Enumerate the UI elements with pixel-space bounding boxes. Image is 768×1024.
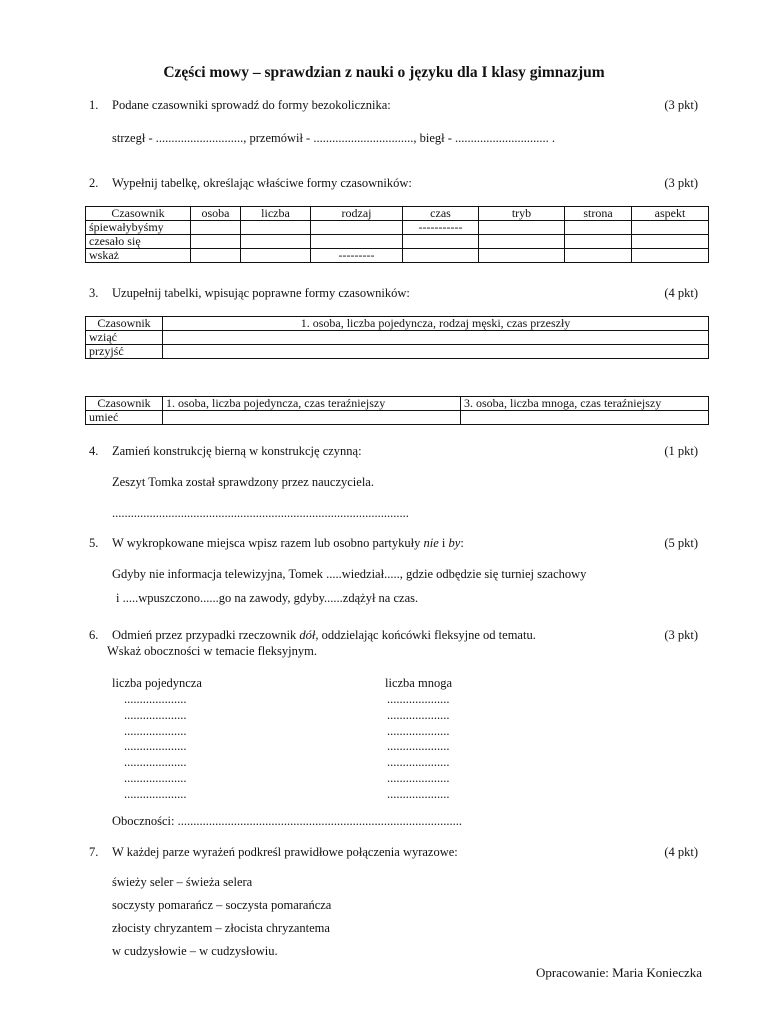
verb-cell: umieć bbox=[86, 411, 163, 425]
table-row bbox=[86, 345, 709, 359]
q5-sentence-line-2: i .....wpuszczono......go na zawody, gdyby......zdążył na czas. bbox=[116, 591, 419, 605]
q6-instruction-2: Wskaż oboczności w temacie fleksyjnym. bbox=[107, 644, 317, 658]
q1-answer-line: strzegł - ............................, przemówił - ................................, biegł - .............................. . bbox=[112, 131, 556, 145]
answer-cell[interactable] bbox=[403, 235, 479, 249]
answer-cell[interactable] bbox=[241, 249, 311, 263]
answer-cell[interactable] bbox=[565, 249, 632, 263]
q5-sentence-line-1: Gdyby nie informacja telewizyjna, Tomek .....wiedział....., gdzie odbędzie się turniej szachowy bbox=[112, 567, 587, 581]
q3-table-2-header bbox=[86, 397, 709, 411]
q5-points: (5 pkt) bbox=[664, 536, 698, 550]
q6-plural-column bbox=[387, 692, 450, 803]
q5-particle-by: by bbox=[448, 536, 461, 550]
answer-cell[interactable] bbox=[241, 235, 311, 249]
q3-instruction: Uzupełnij tabelki, wpisując poprawne formy czasowników: bbox=[112, 286, 410, 300]
table-row bbox=[86, 221, 709, 235]
q3-table-2 bbox=[85, 396, 709, 425]
q4-instruction: Zamień konstrukcję bierną w konstrukcję czynną: bbox=[112, 444, 362, 458]
answer-cell[interactable] bbox=[191, 249, 241, 263]
answer-cell[interactable] bbox=[632, 249, 709, 263]
q4-points: (1 pkt) bbox=[664, 444, 698, 458]
answer-cell[interactable]: ----------- bbox=[403, 221, 479, 235]
verb-cell: wskaż bbox=[86, 249, 191, 263]
q3-points: (4 pkt) bbox=[664, 286, 698, 300]
answer-cell[interactable] bbox=[311, 235, 403, 249]
answer-cell[interactable] bbox=[565, 221, 632, 235]
q3-t1-header-cell: Czasownik bbox=[86, 317, 163, 331]
q3-number: 3. bbox=[89, 286, 99, 300]
answer-cell[interactable] bbox=[241, 221, 311, 235]
q3-t2-header-cell: Czasownik bbox=[86, 397, 163, 411]
answer-cell[interactable] bbox=[479, 235, 565, 249]
q6-singular-dots[interactable]: .................... bbox=[124, 755, 187, 770]
q6-plural-dots[interactable]: .................... bbox=[387, 739, 450, 754]
q6-singular-column bbox=[124, 692, 187, 803]
q5-particle-nie: nie bbox=[423, 536, 439, 550]
answer-cell[interactable] bbox=[163, 411, 461, 425]
q6-plural-dots[interactable]: .................... bbox=[387, 707, 450, 722]
q7-points: (4 pkt) bbox=[664, 845, 698, 859]
q6-plural-dots[interactable]: .................... bbox=[387, 755, 450, 770]
q4-answer-line: ............................................................................................... bbox=[112, 506, 409, 520]
q5-text-mid: i bbox=[438, 536, 449, 550]
q6-singular-dots[interactable]: .................... bbox=[124, 786, 187, 801]
q2-instruction: Wypełnij tabelkę, określając właściwe formy czasowników: bbox=[112, 176, 412, 190]
q2-header-cell: strona bbox=[565, 207, 632, 221]
q6-noun: dół bbox=[299, 628, 316, 642]
q6-text-post: , oddzielając końcówki fleksyjne od tematu. bbox=[315, 628, 536, 642]
answer-cell[interactable] bbox=[565, 235, 632, 249]
answer-cell[interactable] bbox=[163, 331, 709, 345]
q7-pair[interactable]: świeży seler – świeża selera bbox=[112, 875, 253, 889]
q2-header-cell: tryb bbox=[479, 207, 565, 221]
q7-pair[interactable]: w cudzysłowie – w cudzysłowiu. bbox=[112, 944, 278, 958]
table-row bbox=[86, 249, 709, 263]
answer-cell[interactable] bbox=[632, 221, 709, 235]
verb-cell: śpiewałybyśmy bbox=[86, 221, 191, 235]
verb-cell: przyjść bbox=[86, 345, 163, 359]
q6-alternations-line: Oboczności: ........................................................................................... bbox=[112, 814, 462, 828]
answer-cell[interactable] bbox=[191, 235, 241, 249]
answer-cell[interactable] bbox=[191, 221, 241, 235]
answer-cell[interactable] bbox=[311, 221, 403, 235]
verb-cell: wziąć bbox=[86, 331, 163, 345]
author-footer: Opracowanie: Maria Konieczka bbox=[535, 965, 702, 980]
q1-points: (3 pkt) bbox=[664, 98, 698, 112]
answer-cell[interactable]: --------- bbox=[311, 249, 403, 263]
q3-t1-header-cell: 1. osoba, liczba pojedyncza, rodzaj męski, czas przeszły bbox=[163, 317, 709, 331]
q6-plural-dots[interactable]: .................... bbox=[387, 723, 450, 738]
q2-points: (3 pkt) bbox=[664, 176, 698, 190]
q5-text-pre: W wykropkowane miejsca wpisz razem lub osobno partykuły bbox=[112, 536, 424, 550]
page-title: Części mowy – sprawdzian z nauki o języku dla I klasy gimnazjum bbox=[163, 64, 605, 81]
answer-cell[interactable] bbox=[461, 411, 709, 425]
q6-instruction bbox=[112, 628, 536, 643]
q2-header-cell: rodzaj bbox=[311, 207, 403, 221]
q6-singular-dots[interactable]: .................... bbox=[124, 770, 187, 785]
table-row bbox=[86, 331, 709, 345]
answer-cell[interactable] bbox=[479, 221, 565, 235]
answer-cell[interactable] bbox=[479, 249, 565, 263]
q3-t2-header-cell: 1. osoba, liczba pojedyncza, czas teraźniejszy bbox=[163, 397, 461, 411]
table-row bbox=[86, 411, 709, 425]
q6-plural-dots[interactable]: .................... bbox=[387, 786, 450, 801]
answer-cell[interactable] bbox=[403, 249, 479, 263]
q5-number: 5. bbox=[89, 536, 99, 550]
table-row bbox=[86, 235, 709, 249]
q6-number: 6. bbox=[89, 628, 99, 642]
q6-singular-dots[interactable]: .................... bbox=[124, 692, 187, 706]
q6-points: (3 pkt) bbox=[664, 628, 698, 642]
q2-header-cell: osoba bbox=[191, 207, 241, 221]
q5-text-post: : bbox=[460, 536, 464, 550]
q7-pair[interactable]: złocisty chryzantem – złocista chryzantema bbox=[112, 921, 330, 935]
q7-instruction: W każdej parze wyrażeń podkreśl prawidłowe połączenia wyrazowe: bbox=[112, 845, 458, 859]
q6-plural-dots[interactable]: .................... bbox=[387, 770, 450, 785]
q6-plural-dots[interactable]: .................... bbox=[387, 692, 450, 706]
q2-table bbox=[85, 206, 709, 263]
q2-header-row bbox=[86, 207, 709, 221]
answer-cell[interactable] bbox=[163, 345, 709, 359]
q3-t2-header-cell: 3. osoba, liczba mnoga, czas teraźniejszy bbox=[461, 397, 709, 411]
verb-cell: czesało się bbox=[86, 235, 191, 249]
q7-number: 7. bbox=[89, 845, 99, 859]
q2-header-cell: liczba bbox=[241, 207, 311, 221]
q2-header-cell: aspekt bbox=[632, 207, 709, 221]
q3-table-1 bbox=[85, 316, 709, 359]
q6-singular-dots[interactable]: .................... bbox=[124, 707, 187, 722]
q1-number: 1. bbox=[89, 98, 99, 112]
q6-plural-header: liczba mnoga bbox=[385, 676, 452, 690]
q6-singular-header: liczba pojedyncza bbox=[112, 676, 202, 690]
q3-table-1-header bbox=[86, 317, 709, 331]
q2-number: 2. bbox=[89, 176, 99, 190]
q2-header-cell: czas bbox=[403, 207, 479, 221]
q5-instruction bbox=[112, 536, 464, 551]
q6-singular-dots[interactable]: .................... bbox=[124, 723, 187, 738]
q2-header-cell: Czasownik bbox=[86, 207, 191, 221]
answer-cell[interactable] bbox=[632, 235, 709, 249]
q4-sentence: Zeszyt Tomka został sprawdzony przez nauczyciela. bbox=[112, 475, 374, 489]
q6-text-pre: Odmień przez przypadki rzeczownik bbox=[112, 628, 300, 642]
q1-instruction: Podane czasowniki sprowadź do formy bezokolicznika: bbox=[112, 98, 391, 112]
q7-pair[interactable]: soczysty pomarańcz – soczysta pomarańcza bbox=[112, 898, 332, 912]
q4-number: 4. bbox=[89, 444, 99, 458]
q6-singular-dots[interactable]: .................... bbox=[124, 739, 187, 754]
